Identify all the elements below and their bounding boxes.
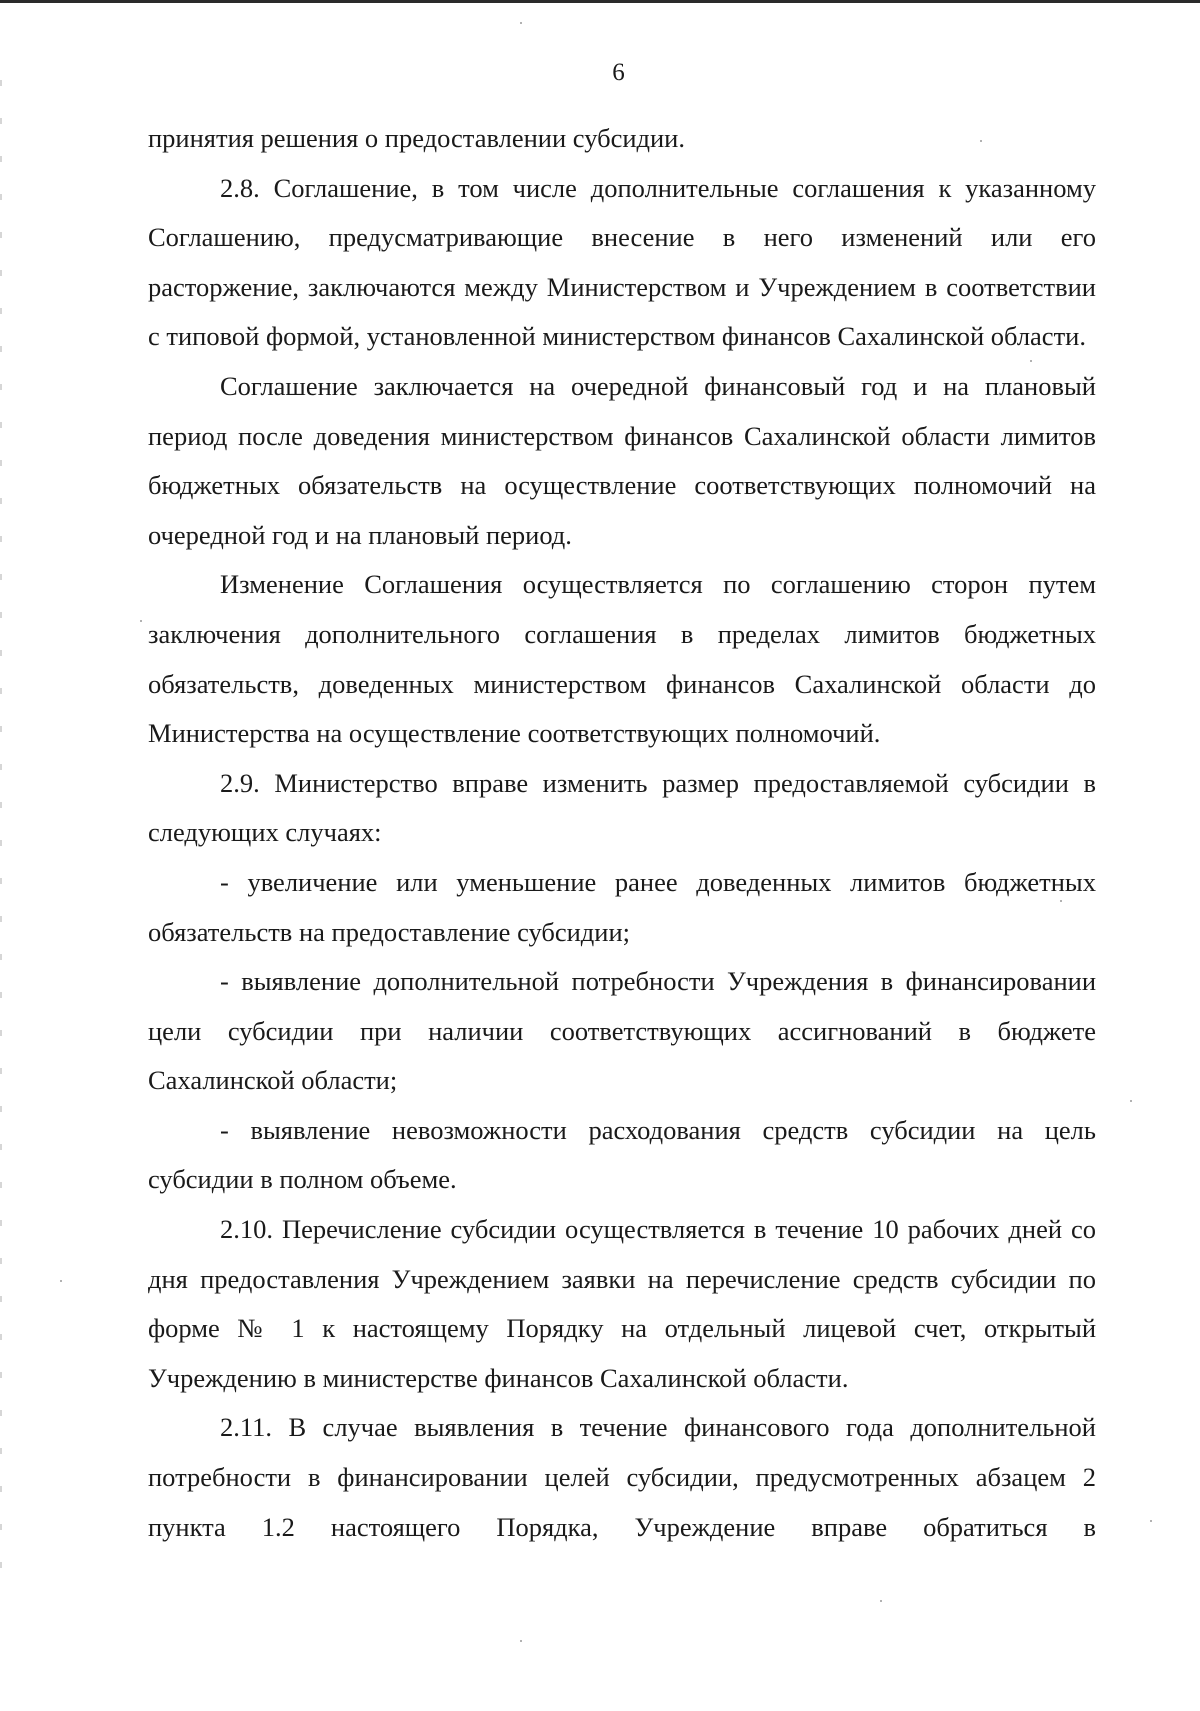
top-border-line (0, 0, 1200, 3)
paragraph-2-8: 2.8. Соглашение, в том числе дополнительные соглашения к указанному Соглашению, предусматривающие внесение в него изменений или его расторжение, заключаются между Министерством и Учреждением в соответствии с типовой формой, установленной министерством финансов Сахалинской области. (148, 172, 1096, 352)
scan-speck (880, 1600, 882, 1602)
list-item-impossibility: - выявление невозможности расходования средств субсидии на цель субсидии в полном объеме. (148, 1114, 1096, 1195)
scan-speck (1030, 360, 1032, 362)
scan-speck (1130, 1100, 1132, 1102)
document-body (148, 114, 1096, 1552)
scan-speck (1060, 900, 1062, 902)
scan-speck (140, 620, 142, 622)
paragraph-agreement-term: Соглашение заключается на очередной финансовый год и на плановый период после доведения министерством финансов Сахалинской области лимитов бюджетных обязательств на осуществление соответствующих полномочий на очередной год и на плановый период. (148, 370, 1096, 550)
page-number: 6 (612, 59, 625, 86)
list-item-additional-need: - выявление дополнительной потребности Учреждения в финансировании цели субсидии при наличии соответствующих ассигнований в бюджете Сахалинской области; (148, 966, 1096, 1096)
scan-left-edge (0, 80, 2, 1580)
paragraph-2-9: 2.9. Министерство вправе изменить размер предоставляемой субсидии в следующих случаях: (148, 767, 1096, 848)
scan-speck (520, 1640, 522, 1642)
scan-speck (60, 1280, 62, 1282)
scan-speck (1150, 1520, 1152, 1522)
paragraph-2-10: 2.10. Перечисление субсидии осуществляется в течение 10 рабочих дней со дня предоставления Учреждением заявки на перечисление средств субсидии по форме № 1 к настоящему Порядку на отдельный лицевой счет, открытый Учреждению в министерстве финансов Сахалинской области. (148, 1214, 1096, 1393)
paragraph-agreement-change: Изменение Соглашения осуществляется по соглашению сторон путем заключения дополнительного соглашения в пределах лимитов бюджетных обязательств, доведенных министерством финансов Сахалинской области до Министерства на осуществление соответствующих полномочий. (148, 569, 1096, 749)
scan-speck (520, 22, 522, 24)
paragraph-2-11: 2.11. В случае выявления в течение финансового года дополнительной потребности в финансировании целей субсидии, предусмотренных абзацем 2 пункта 1.2 настоящего Порядка, Учреждение вправе обратиться в (148, 1412, 1096, 1542)
list-item-limits-change: - увеличение или уменьшение ранее доведенных лимитов бюджетных обязательств на предоставление субсидии; (148, 866, 1096, 947)
scan-speck (980, 140, 982, 142)
paragraph-continuation: принятия решения о предоставлении субсидии. (148, 123, 685, 153)
